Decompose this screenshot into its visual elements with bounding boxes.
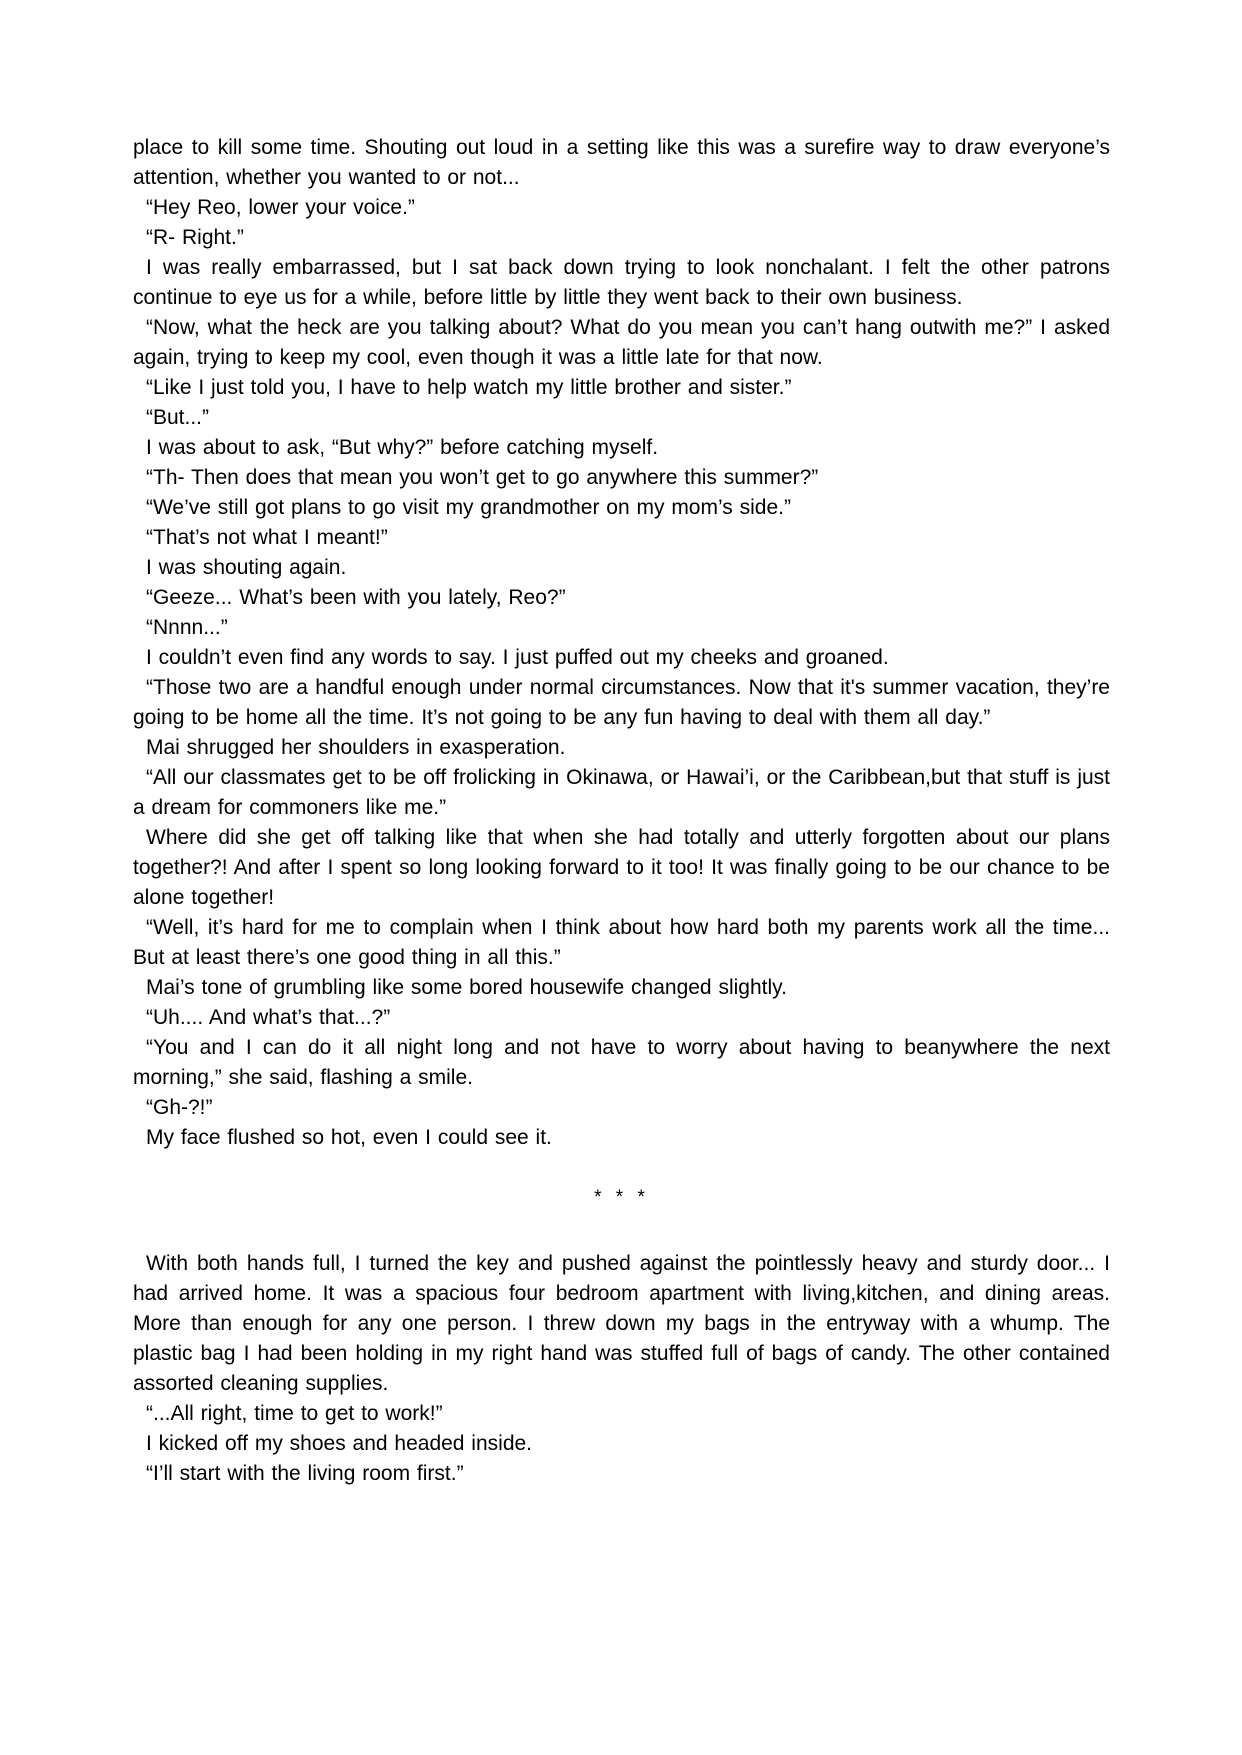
narrative-paragraph: Mai shrugged her shoulders in exasperation. xyxy=(146,736,566,759)
dialogue-paragraph: “Th- Then does that mean you won’t get to go anywhere this summer?” xyxy=(146,466,819,489)
dialogue-paragraph: “But...” xyxy=(146,406,210,429)
section-divider: * * * xyxy=(594,1187,649,1208)
dialogue-paragraph: “Nnnn...” xyxy=(146,616,228,639)
dialogue-paragraph: “Gh-?!” xyxy=(146,1096,213,1119)
narrative-paragraph: My face flushed so hot, even I could see it. xyxy=(146,1126,552,1149)
narrative-paragraph: I was shouting again. xyxy=(146,556,347,579)
dialogue-paragraph: “...All right, time to get to work!” xyxy=(146,1402,443,1425)
dialogue-paragraph: “R- Right.” xyxy=(146,226,244,249)
narrative-paragraph: I kicked off my shoes and headed inside. xyxy=(146,1432,533,1455)
narrative-paragraph: I was really embarrassed, but I sat back down trying to look nonchalant. I felt the other patrons continue to eye us for a while, before little by little they went back to their own business. xyxy=(133,256,1110,309)
dialogue-paragraph: “Like I just told you, I have to help watch my little brother and sister.” xyxy=(146,376,792,399)
dialogue-paragraph: “I’ll start with the living room first.” xyxy=(146,1462,464,1485)
narrative-paragraph: I couldn’t even find any words to say. I just puffed out my cheeks and groaned. xyxy=(146,646,889,669)
narrative-paragraph: With both hands full, I turned the key and pushed against the pointlessly heavy and sturdy door... I had arrived home. It was a spacious four bedroom apartment with living,kitchen, and dining areas. More than enough for any one person. I threw down my bags in the entryway with a whump. The plastic bag I had been holding in my right hand was stuffed full of bags of candy. The other contained assorted cleaning supplies. xyxy=(133,1252,1110,1395)
dialogue-paragraph: “All our classmates get to be off frolicking in Okinawa, or Hawai’i, or the Caribbean,but that stuff is just a dream for commoners like me.” xyxy=(133,766,1110,819)
dialogue-paragraph: “We’ve still got plans to go visit my grandmother on my mom’s side.” xyxy=(146,496,791,519)
dialogue-paragraph: “Now, what the heck are you talking about? What do you mean you can’t hang outwith me?” I asked again, trying to keep my cool, even though it was a little late for that now. xyxy=(133,316,1110,369)
dialogue-paragraph: “Geeze... What’s been with you lately, Reo?” xyxy=(146,586,566,609)
dialogue-paragraph: “Hey Reo, lower your voice.” xyxy=(146,196,415,219)
narrative-paragraph: I was about to ask, “But why?” before catching myself. xyxy=(146,436,659,459)
dialogue-paragraph: “Well, it’s hard for me to complain when I think about how hard both my parents work all the time... But at least there’s one good thing in all this.” xyxy=(133,916,1110,969)
dialogue-paragraph: “You and I can do it all night long and not have to worry about having to beanywhere the next morning,” she said, flashing a smile. xyxy=(133,1036,1110,1089)
dialogue-paragraph: “That’s not what I meant!” xyxy=(146,526,388,549)
dialogue-paragraph: “Those two are a handful enough under normal circumstances. Now that it's summer vacation, they’re going to be home all the time. It’s not going to be any fun having to deal with them all day.” xyxy=(133,676,1110,729)
dialogue-paragraph: “Uh.... And what’s that...?” xyxy=(146,1006,391,1029)
page-text-block xyxy=(133,133,1110,1489)
narrative-paragraph: Where did she get off talking like that when she had totally and utterly forgotten about our plans together?! And after I spent so long looking forward to it too! It was finally going to be our chance to be alone together! xyxy=(133,826,1110,909)
narrative-paragraph: Mai’s tone of grumbling like some bored housewife changed slightly. xyxy=(146,976,787,999)
narrative-paragraph: place to kill some time. Shouting out loud in a setting like this was a surefire way to draw everyone’s attention, whether you wanted to or not... xyxy=(133,136,1110,189)
